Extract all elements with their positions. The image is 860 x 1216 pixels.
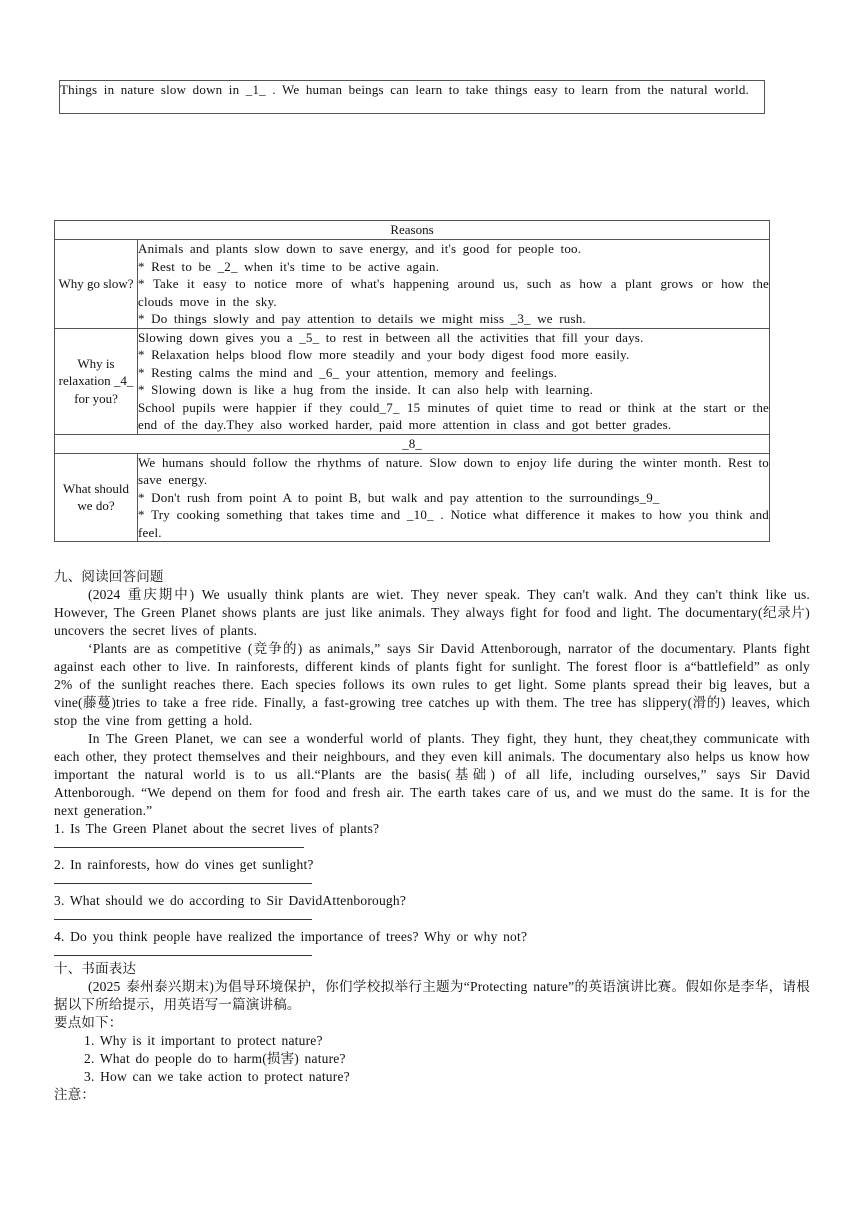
table-row bbox=[55, 453, 770, 542]
row-line: * Don't rush from point A to point B, but walk and pay attention to the surroundings_9_ bbox=[138, 489, 660, 505]
section-reading bbox=[54, 568, 810, 1104]
section-heading: 九、阅读回答问题 bbox=[54, 569, 164, 584]
table-row bbox=[55, 328, 770, 434]
note-label: 注意： bbox=[54, 1087, 96, 1102]
question-3: 3. What should we do according to Sir DavidAttenborough? bbox=[54, 893, 407, 908]
row-line: School pupils were happier if they could_7_ 15 minutes of quiet time to read or think at the start or the end of the day.They also worked harder, paid more attention in class and got better grades. bbox=[138, 399, 769, 432]
answer-line-3[interactable] bbox=[54, 919, 312, 920]
table-row bbox=[55, 434, 770, 453]
row-line: * Do things slowly and pay attention to details we might miss _3_ we rush. bbox=[138, 311, 586, 326]
row-line: * Rest to be _2_ when it's time to be active again. bbox=[138, 258, 440, 274]
reasons-table bbox=[54, 220, 770, 542]
writing-intro: (2025 泰州泰兴期末)为倡导环境保护，你们学校拟举行主题为“Protecting nature”的英语演讲比赛。假如你是李华，请根据以下所给提示，用英语写一篇演讲稿。 bbox=[54, 979, 810, 1012]
answer-line-2[interactable] bbox=[54, 883, 312, 884]
point-item: 1. Why is it important to protect nature? bbox=[84, 1033, 323, 1048]
row-line: Slowing down gives you a _5_ to rest in between all the activities that fill your days. bbox=[138, 329, 644, 345]
paragraph: (2024 重庆期中) We usually think plants are wiet. They never speak. They can't walk. And they can't think like us. However, The Green Planet shows plants are just like animals. They always fight for food and light. The documentary(纪录片) uncovers the secret lives of plants. bbox=[54, 587, 810, 638]
answer-line-1[interactable] bbox=[54, 847, 304, 848]
row-line: * Slowing down is like a hug from the inside. It can also help with learning. bbox=[138, 382, 594, 397]
section-heading: 十、书面表达 bbox=[54, 961, 137, 976]
question-1: 1. Is The Green Planet about the secret lives of plants? bbox=[54, 821, 380, 836]
row-line: * Relaxation helps blood flow more steadily and your body digest food more easily. bbox=[138, 347, 630, 362]
row-line: We humans should follow the rhythms of nature. Slow down to enjoy life during the winter month. Rest to save energy. bbox=[138, 454, 769, 487]
question-4: 4. Do you think people have realized the importance of trees? Why or why not? bbox=[54, 929, 528, 944]
blank-8: _8_ bbox=[55, 434, 770, 453]
row-content bbox=[138, 453, 770, 542]
points-label: 要点如下： bbox=[54, 1015, 123, 1030]
paragraph: In The Green Planet, we can see a wonderful world of plants. They fight, they hunt, they cheat,they communicate with each other, they protect themselves and their neighbours, and they even kill animals. The documentary also helps us know how important the natural world is to us all.“Plants are the basis(基础) of all life, including ourselves,” says Sir David Attenborough. “We depend on them for food and fresh air. The earth takes care of us, and we must do the same. It is for the next generation.” bbox=[54, 731, 810, 818]
table-row bbox=[55, 240, 770, 329]
paragraph: ‘Plants are as competitive (竞争的) as animals,” says Sir David Attenborough, narrator of the documentary. Plants fight against each other to live. In rainforests, different kinds of plants fight for sunlight. The forest floor is a“battlefield” as only 2% of the sunlight reaches there. Each species follows its own rules to get light. Some plants spread their big leaves, but a vine(藤蔓)tries to take a free ride. Finally, a fast-growing tree catches up with them. The tree has slippery(滑的) leaves, which stop the vine from getting a hold. bbox=[54, 641, 810, 728]
row-question: Why go slow? bbox=[55, 240, 138, 329]
point-item: 3. How can we take action to protect nature? bbox=[84, 1069, 350, 1084]
row-content bbox=[138, 240, 770, 329]
question-2: 2. In rainforests, how do vines get sunlight? bbox=[54, 857, 314, 872]
row-line: * Take it easy to notice more of what's happening around us, such as how a plant grows or how the clouds move in the sky. bbox=[138, 276, 769, 309]
point-item: 2. What do people do to harm(损害) nature? bbox=[84, 1051, 346, 1066]
row-question: What should we do? bbox=[55, 453, 138, 542]
row-question: Why is relaxation _4_ for you? bbox=[55, 328, 138, 434]
summary-text: Things in nature slow down in _1_ . We human beings can learn to take things easy to learn from the natural world. bbox=[60, 82, 749, 97]
row-line: Animals and plants slow down to save energy, and it's good for people too. bbox=[138, 241, 582, 256]
row-line: * Try cooking something that takes time and _10_ . Notice what difference it makes to how you think and feel. bbox=[138, 507, 769, 540]
table-header: Reasons bbox=[55, 221, 770, 240]
row-content bbox=[138, 328, 770, 434]
summary-box bbox=[59, 80, 765, 114]
row-line: * Resting calms the mind and _6_ your attention, memory and feelings. bbox=[138, 364, 558, 380]
answer-line-4[interactable] bbox=[54, 955, 312, 956]
